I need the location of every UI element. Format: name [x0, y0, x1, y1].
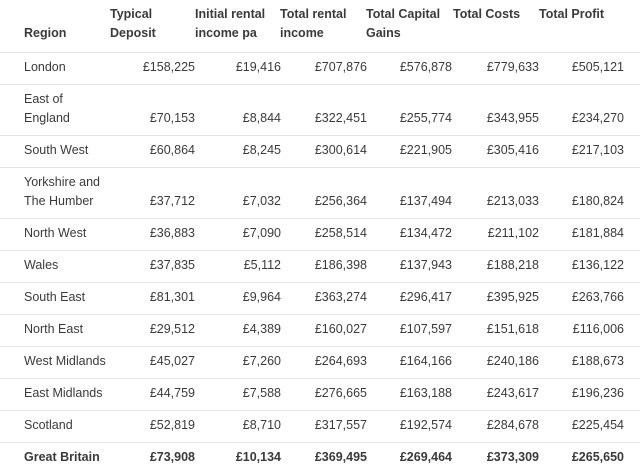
cell-capital-gains: £269,464 — [399, 450, 452, 464]
header-total-rental — [280, 5, 346, 43]
cell-initial-rental: £7,260 — [242, 354, 281, 368]
cell-deposit: £52,819 — [149, 418, 195, 432]
cell-deposit: £81,301 — [149, 290, 195, 304]
cell-capital-gains: £255,774 — [399, 111, 452, 125]
header-line: Typical — [110, 7, 153, 21]
cell-region — [24, 141, 88, 160]
cell-total-profit: £505,121 — [571, 60, 624, 74]
cell-total-profit: £180,824 — [571, 194, 624, 208]
cell-capital-gains: £107,597 — [399, 322, 452, 336]
cell-total-profit: £196,236 — [571, 386, 624, 400]
cell-region — [24, 416, 73, 435]
cell-total-rental: £186,398 — [314, 258, 367, 272]
cell-total-rental: £369,495 — [314, 450, 367, 464]
cell-region — [24, 448, 100, 467]
table-row — [0, 168, 640, 219]
cell-total-rental: £363,274 — [314, 290, 367, 304]
header-line: income pa — [195, 26, 257, 40]
header-initial-rental — [195, 5, 265, 43]
region-line: East Midlands — [24, 386, 103, 400]
cell-region — [24, 173, 100, 211]
table-row — [0, 347, 640, 379]
cell-region — [24, 384, 103, 403]
table-row — [0, 136, 640, 168]
cell-deposit: £158,225 — [142, 60, 195, 74]
table-row — [0, 411, 640, 443]
region-line: The Humber — [24, 194, 94, 208]
region-line: Scotland — [24, 418, 73, 432]
cell-total-profit: £188,673 — [571, 354, 624, 368]
region-line: North East — [24, 322, 84, 336]
cell-deposit: £45,027 — [149, 354, 195, 368]
cell-total-rental: £707,876 — [314, 60, 367, 74]
cell-region — [24, 224, 86, 243]
cell-total-costs: £240,186 — [486, 354, 539, 368]
cell-initial-rental: £7,588 — [242, 386, 281, 400]
header-region: Region — [24, 26, 67, 40]
cell-region — [24, 256, 58, 275]
cell-region — [24, 320, 83, 339]
header-line: Total Capital — [366, 7, 441, 21]
table-row — [0, 283, 640, 315]
cell-deposit: £70,153 — [149, 111, 195, 125]
cell-total-rental: £256,364 — [314, 194, 367, 208]
cell-deposit: £73,908 — [149, 450, 195, 464]
region-line: North West — [24, 226, 87, 240]
table-row — [0, 315, 640, 347]
cell-total-costs: £243,617 — [486, 386, 539, 400]
cell-capital-gains: £163,188 — [399, 386, 452, 400]
cell-total-rental: £300,614 — [314, 143, 367, 157]
cell-capital-gains: £221,905 — [399, 143, 452, 157]
cell-total-rental: £264,693 — [314, 354, 367, 368]
header-total-profit — [539, 5, 604, 24]
header-line: Deposit — [110, 26, 156, 40]
cell-initial-rental: £8,844 — [242, 111, 281, 125]
cell-total-profit: £225,454 — [571, 418, 624, 432]
cell-deposit: £60,864 — [149, 143, 195, 157]
cell-region — [24, 288, 85, 307]
cell-total-profit: £217,103 — [571, 143, 624, 157]
cell-total-rental: £317,557 — [314, 418, 367, 432]
cell-total-costs: £395,925 — [486, 290, 539, 304]
header-line: Total Costs — [453, 7, 521, 21]
cell-total-costs: £305,416 — [486, 143, 539, 157]
cell-initial-rental: £7,032 — [242, 194, 281, 208]
cell-total-costs: £284,678 — [486, 418, 539, 432]
region-line: South West — [24, 143, 89, 157]
cell-total-costs: £779,633 — [486, 60, 539, 74]
cell-capital-gains: £134,472 — [399, 226, 452, 240]
cell-total-profit: £181,884 — [571, 226, 624, 240]
header-line: Initial rental — [195, 7, 266, 21]
cell-total-rental: £276,665 — [314, 386, 367, 400]
cell-initial-rental: £9,964 — [242, 290, 281, 304]
cell-total-costs: £213,033 — [486, 194, 539, 208]
region-line: Yorkshire and — [24, 175, 100, 189]
cell-region — [24, 352, 106, 371]
cell-total-rental: £258,514 — [314, 226, 367, 240]
header-typical-deposit — [110, 5, 156, 43]
table-row — [0, 85, 640, 136]
region-line: Great Britain — [24, 450, 100, 464]
cell-total-costs: £211,102 — [487, 226, 539, 240]
cell-deposit: £37,835 — [149, 258, 195, 272]
table-row — [0, 53, 640, 85]
table-row — [0, 443, 640, 474]
cell-total-profit: £136,122 — [571, 258, 624, 272]
table-row — [0, 379, 640, 411]
region-line: Wales — [24, 258, 59, 272]
table-body — [0, 53, 640, 474]
cell-initial-rental: £8,245 — [242, 143, 281, 157]
header-line: Total rental — [280, 7, 347, 21]
region-line: West Midlands — [24, 354, 106, 368]
cell-total-rental: £322,451 — [314, 111, 367, 125]
cell-initial-rental: £4,389 — [242, 322, 281, 336]
cell-initial-rental: £7,090 — [242, 226, 281, 240]
cell-capital-gains: £296,417 — [399, 290, 452, 304]
cell-initial-rental: £10,134 — [235, 450, 281, 464]
cell-total-profit: £263,766 — [571, 290, 624, 304]
cell-deposit: £37,712 — [149, 194, 195, 208]
table-header-row — [0, 0, 640, 53]
header-total-costs — [453, 5, 520, 24]
cell-total-rental: £160,027 — [314, 322, 367, 336]
region-line: East of — [24, 92, 63, 106]
header-line: Total Profit — [539, 7, 605, 21]
header-capital-gains — [366, 5, 440, 43]
region-line: England — [24, 111, 70, 125]
cell-total-costs: £151,618 — [486, 322, 539, 336]
cell-initial-rental: £19,416 — [235, 60, 281, 74]
cell-capital-gains: £137,494 — [399, 194, 452, 208]
cell-region — [24, 90, 70, 128]
cell-initial-rental: £8,710 — [242, 418, 281, 432]
region-line: South East — [24, 290, 86, 304]
cell-capital-gains: £576,878 — [399, 60, 452, 74]
table-row — [0, 251, 640, 283]
cell-total-costs: £373,309 — [486, 450, 539, 464]
header-line: income — [280, 26, 324, 40]
cell-deposit: £44,759 — [149, 386, 195, 400]
cell-deposit: £36,883 — [149, 226, 195, 240]
header-line: Gains — [366, 26, 401, 40]
cell-total-costs: £188,218 — [486, 258, 539, 272]
cell-total-profit: £265,650 — [571, 450, 624, 464]
cell-initial-rental: £5,112 — [243, 258, 281, 272]
cell-total-profit: £234,270 — [571, 111, 624, 125]
cell-capital-gains: £137,943 — [399, 258, 452, 272]
region-line: London — [24, 60, 66, 74]
cell-total-profit: £116,006 — [572, 322, 624, 336]
cell-deposit: £29,512 — [149, 322, 195, 336]
cell-region — [24, 58, 66, 77]
cell-total-costs: £343,955 — [486, 111, 539, 125]
table-row — [0, 219, 640, 251]
cell-capital-gains: £192,574 — [399, 418, 452, 432]
cell-capital-gains: £164,166 — [399, 354, 452, 368]
